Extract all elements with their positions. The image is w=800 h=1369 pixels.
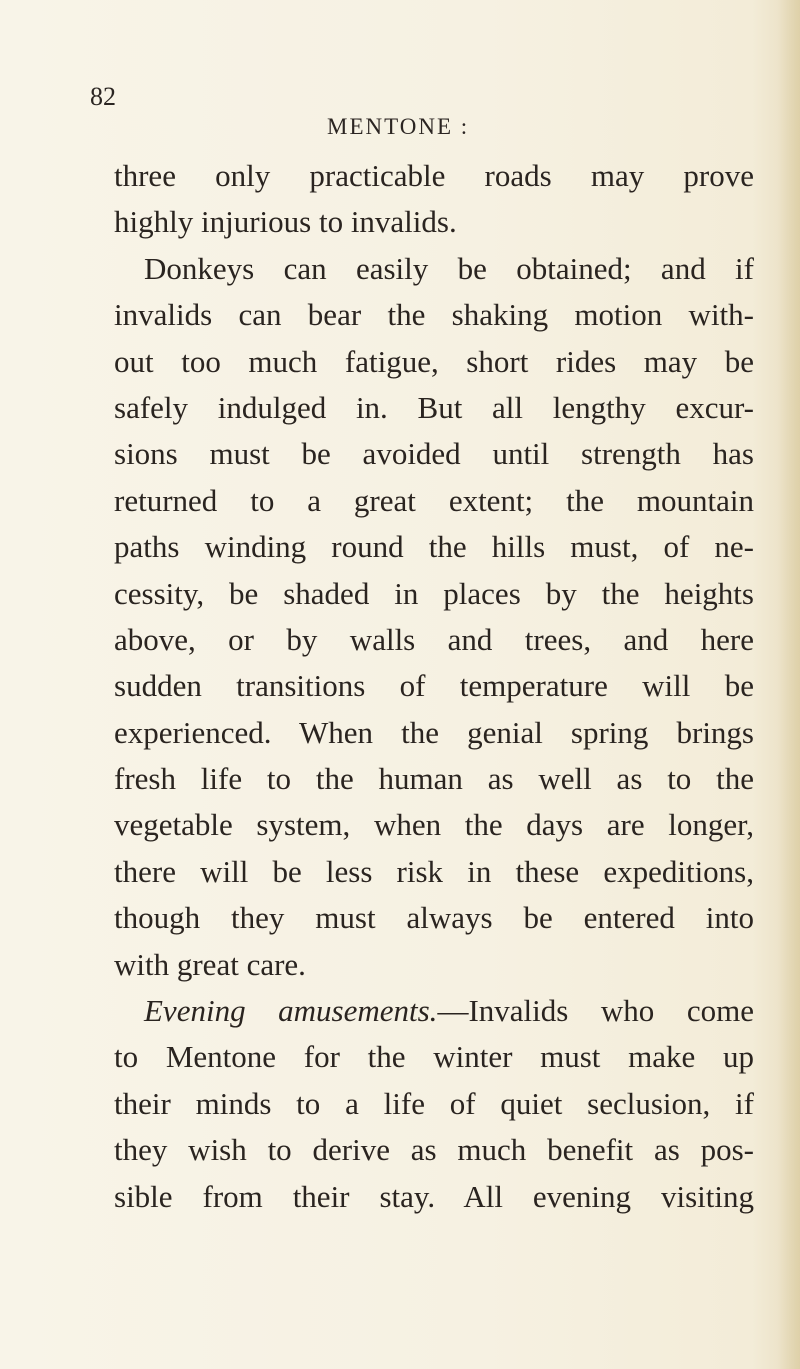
italic-heading: Evening amusements. <box>144 993 438 1029</box>
text-line: sions must be avoided until strength has <box>114 436 754 472</box>
text-line: their minds to a life of quiet seclusion, if <box>114 1085 754 1121</box>
text-line: there will be less risk in these expeditions, <box>114 853 754 889</box>
text-line: cessity, be shaded in places by the heights <box>114 575 754 611</box>
text-line: though they must always be entered into <box>114 900 754 936</box>
text-line: they wish to derive as much benefit as pos- <box>114 1132 754 1168</box>
text-line: safely indulged in. But all lengthy excur- <box>114 389 754 425</box>
text-line: Donkeys can easily be obtained; and if <box>144 250 754 286</box>
text-line: with great care. <box>114 946 306 982</box>
text-line: invalids can bear the shaking motion with- <box>114 297 754 333</box>
text-line: returned to a great extent; the mountain <box>114 482 754 518</box>
page-edge-shadow <box>778 0 800 1369</box>
text-line: fresh life to the human as well as to the <box>114 761 754 797</box>
text-line-with-italic-heading <box>114 988 754 1034</box>
text-line: out too much fatigue, short rides may be <box>114 343 754 379</box>
text-line: above, or by walls and trees, and here <box>114 621 754 657</box>
text-line: experienced. When the genial spring brings <box>114 714 754 750</box>
text-line: sudden transitions of temperature will be <box>114 668 754 704</box>
text-line: paths winding round the hills must, of ne- <box>114 529 754 565</box>
text-line: vegetable system, when the days are longer, <box>114 807 754 843</box>
text-line: three only practicable roads may prove <box>114 158 754 193</box>
running-head: MENTONE : <box>327 114 470 139</box>
text-line: to Mentone for the winter must make up <box>114 1039 754 1075</box>
body-text <box>114 153 754 1220</box>
text-run: —Invalids who come <box>437 993 754 1029</box>
text-line: sible from their stay. All evening visiting <box>114 1178 754 1214</box>
page-number: 82 <box>90 82 116 111</box>
text-line: highly injurious to invalids. <box>114 204 457 240</box>
